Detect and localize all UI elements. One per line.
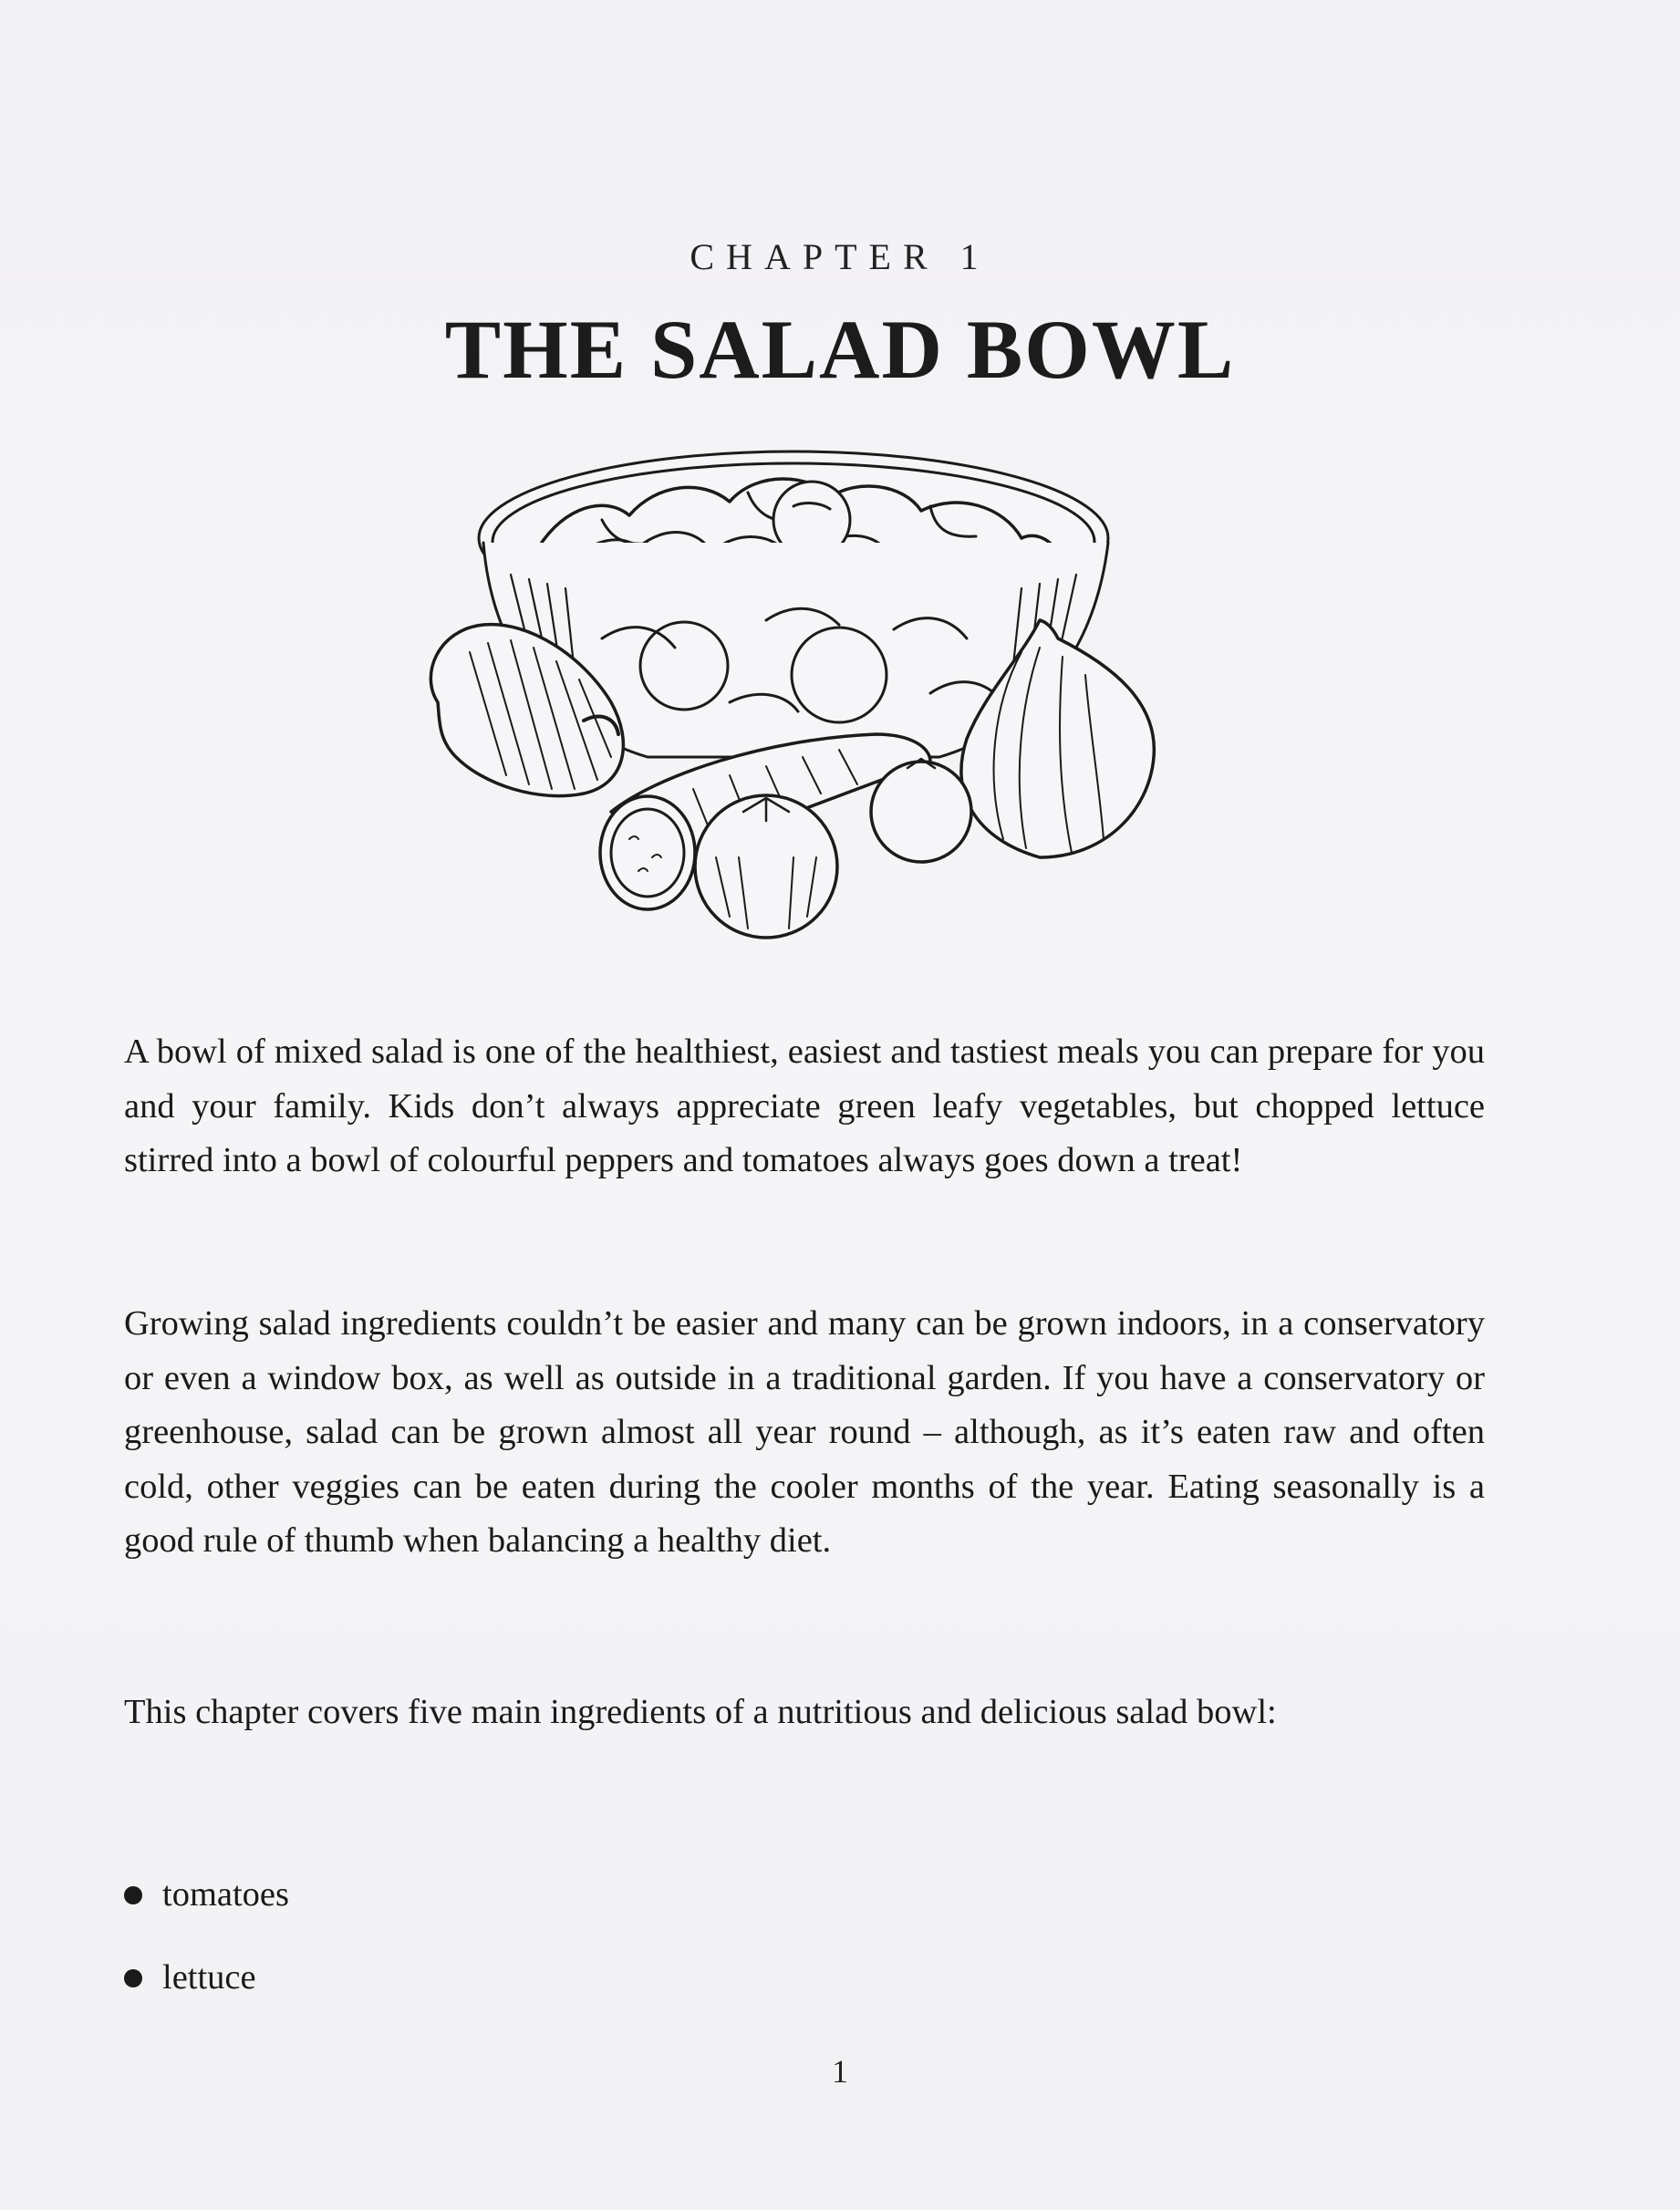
list-item-label: tomatoes — [162, 1875, 289, 1914]
chapter-label: CHAPTER 1 — [690, 236, 990, 277]
chapter-title: THE SALAD BOWL — [444, 303, 1236, 396]
list-item — [124, 1936, 289, 2019]
salad-bowl-illustration — [383, 429, 1222, 985]
bullet-icon — [124, 1969, 142, 1987]
ingredient-list — [124, 1853, 289, 2019]
paragraph-chapter-covers: This chapter covers five main ingredients of a nutritious and delicious salad bowl: — [124, 1693, 1277, 1731]
list-item-label: lettuce — [162, 1958, 256, 1997]
paragraph-growing: Growing salad ingredients couldn’t be easier and many can be grown indoors, in a conservatory or even a window box, as well as outside in a traditional garden. If you have a conservatory or greenhouse, salad can be grown almost all year round – although, as it’s eaten raw and often cold, other veggies can be eaten during the cooler months of the year. Eating seasonally is a good rule of thumb when balancing a healthy diet. — [124, 1304, 1485, 1560]
page-number: 1 — [832, 2053, 848, 2090]
bullet-icon — [124, 1886, 142, 1904]
list-item — [124, 1853, 289, 1936]
paragraph-intro: A bowl of mixed salad is one of the healthiest, easiest and tastiest meals you can prepare for you and your family. Kids don’t always appreciate green leafy vegetables, but chopped lettuce stirred into a bowl of colourful peppers and tomatoes always goes down a treat! — [124, 1032, 1485, 1179]
